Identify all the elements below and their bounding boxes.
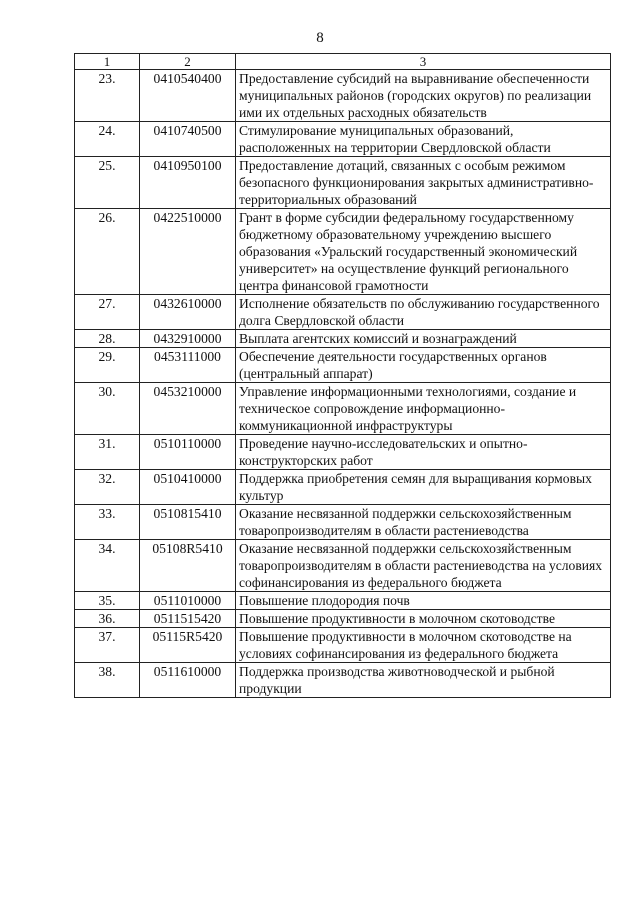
table-row	[75, 592, 611, 610]
row-name: Оказание несвязанной поддержки сельскохозяйственным товаропроизводителям в области растениеводства	[236, 505, 611, 540]
row-name: Проведение научно-исследовательских и опытно-конструкторских работ	[236, 435, 611, 470]
column-header-number: 1	[75, 54, 140, 70]
row-number: 35.	[75, 592, 140, 610]
row-code: 0511010000	[140, 592, 236, 610]
row-number: 29.	[75, 348, 140, 383]
table-row	[75, 383, 611, 435]
row-name: Управление информационными технологиями, создание и техническое сопровождение информационно-коммуникационной инфраструктуры	[236, 383, 611, 435]
row-code: 0510815410	[140, 505, 236, 540]
row-code: 0453210000	[140, 383, 236, 435]
row-code: 0410740500	[140, 122, 236, 157]
table-row	[75, 610, 611, 628]
row-number: 38.	[75, 663, 140, 698]
row-name: Поддержка производства животноводческой и рыбной продукции	[236, 663, 611, 698]
table-header-row	[75, 54, 611, 70]
row-number: 32.	[75, 470, 140, 505]
row-number: 37.	[75, 628, 140, 663]
table-row	[75, 330, 611, 348]
row-name: Исполнение обязательств по обслуживанию государственного долга Свердловской области	[236, 295, 611, 330]
column-header-name: 3	[236, 54, 611, 70]
row-number: 33.	[75, 505, 140, 540]
row-number: 31.	[75, 435, 140, 470]
row-code: 0453111000	[140, 348, 236, 383]
row-number: 26.	[75, 209, 140, 295]
row-name: Стимулирование муниципальных образований, расположенных на территории Свердловской области	[236, 122, 611, 157]
row-number: 30.	[75, 383, 140, 435]
row-name: Грант в форме субсидии федеральному государственному бюджетному образовательному учреждению высшего образования «Уральский государственный экономический университет» на осуществление функций регионального центра финансовой грамотности	[236, 209, 611, 295]
row-code: 0432910000	[140, 330, 236, 348]
row-name: Обеспечение деятельности государственных органов (центральный аппарат)	[236, 348, 611, 383]
row-code: 0410950100	[140, 157, 236, 209]
table-row	[75, 540, 611, 592]
row-name: Повышение плодородия почв	[236, 592, 611, 610]
table-row	[75, 209, 611, 295]
column-header-code: 2	[140, 54, 236, 70]
row-number: 28.	[75, 330, 140, 348]
row-code: 0432610000	[140, 295, 236, 330]
row-code: 0511515420	[140, 610, 236, 628]
table-row	[75, 663, 611, 698]
row-number: 24.	[75, 122, 140, 157]
table-row	[75, 122, 611, 157]
row-code: 05108R5410	[140, 540, 236, 592]
row-number: 34.	[75, 540, 140, 592]
row-code: 05115R5420	[140, 628, 236, 663]
table-row	[75, 628, 611, 663]
row-number: 25.	[75, 157, 140, 209]
page-number: 8	[316, 30, 324, 46]
row-name: Оказание несвязанной поддержки сельскохозяйственным товаропроизводителям в области растениеводства на условиях софинансирования из федерального бюджета	[236, 540, 611, 592]
row-name: Предоставление дотаций, связанных с особым режимом безопасного функционирования закрытых административно-территориальных образований	[236, 157, 611, 209]
row-name: Повышение продуктивности в молочном скотоводстве	[236, 610, 611, 628]
table-row	[75, 157, 611, 209]
table-row	[75, 295, 611, 330]
row-name: Поддержка приобретения семян для выращивания кормовых культур	[236, 470, 611, 505]
row-code: 0510410000	[140, 470, 236, 505]
row-number: 23.	[75, 70, 140, 122]
row-number: 27.	[75, 295, 140, 330]
row-name: Предоставление субсидий на выравнивание обеспеченности муниципальных районов (городских округов) по реализации ими их отдельных расходных обязательств	[236, 70, 611, 122]
row-code: 0511610000	[140, 663, 236, 698]
table-row	[75, 435, 611, 470]
row-name: Повышение продуктивности в молочном скотоводстве на условиях софинансирования из федерального бюджета	[236, 628, 611, 663]
row-code: 0410540400	[140, 70, 236, 122]
row-name: Выплата агентских комиссий и вознаграждений	[236, 330, 611, 348]
row-number: 36.	[75, 610, 140, 628]
table-row	[75, 470, 611, 505]
budget-items-table	[74, 53, 611, 698]
row-code: 0510110000	[140, 435, 236, 470]
table-row	[75, 348, 611, 383]
row-code: 0422510000	[140, 209, 236, 295]
table-row	[75, 70, 611, 122]
table-row	[75, 505, 611, 540]
